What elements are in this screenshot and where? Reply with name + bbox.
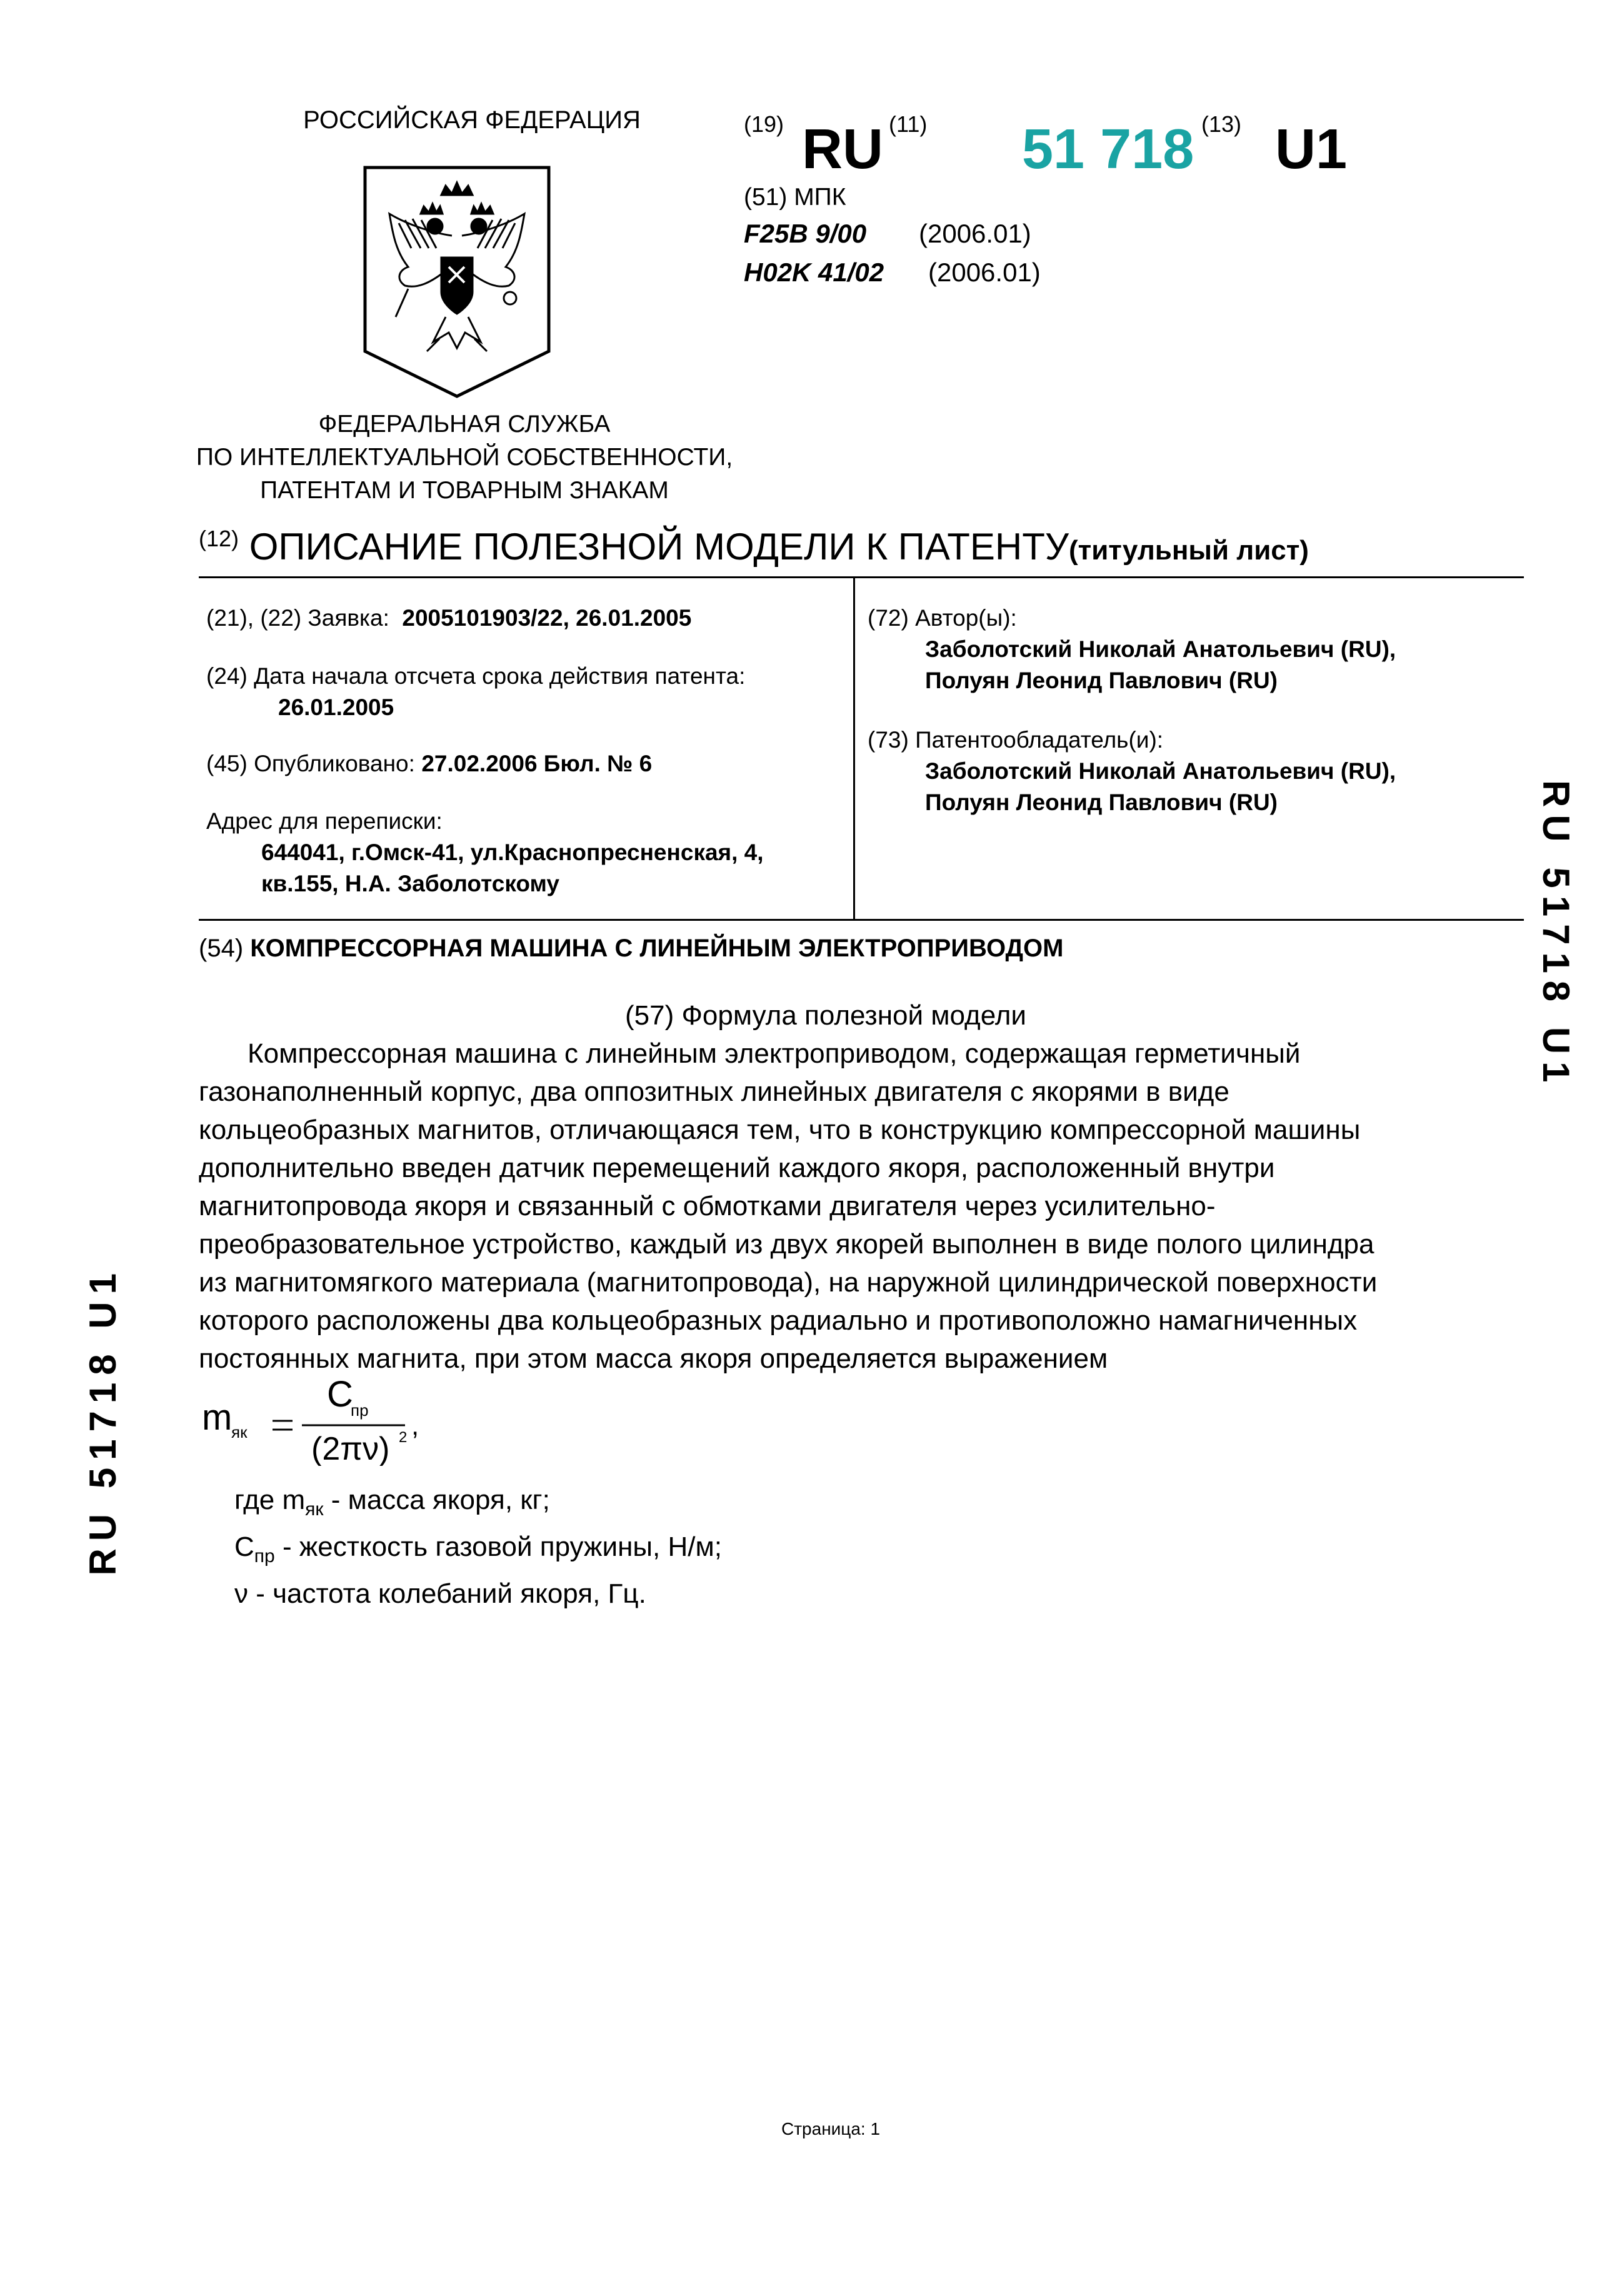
claim-line: преобразовательное устройство, каждый из двух якорей выполнен в виде полого цилиндра <box>199 1229 1374 1260</box>
author-name: Полуян Леонид Павлович (RU) <box>925 668 1278 693</box>
patent-number: 51 718 <box>1022 118 1194 181</box>
formula-lhs-sub: як <box>231 1423 248 1441</box>
side-code-left: RU 51718 U1 <box>82 1266 124 1576</box>
owners-label: (73) Патентообладатель(и): <box>868 727 1164 753</box>
utility-model-title-text: КОМПРЕССОРНАЯ МАШИНА С ЛИНЕЙНЫМ ЭЛЕКТРОПРИВОДОМ <box>250 935 1064 962</box>
formula-lhs: m <box>202 1397 233 1438</box>
owner-name: Полуян Леонид Павлович (RU) <box>925 790 1278 815</box>
inid-code-11: (11) <box>889 111 928 137</box>
claim-line: дополнительно введен датчик перемещений каждого якоря, расположенный внутри <box>199 1153 1275 1183</box>
application-label: (21), (22) Заявка: <box>206 605 389 631</box>
inid-code-12: (12) <box>199 526 239 551</box>
utility-model-title <box>199 935 1063 963</box>
agency-name <box>180 408 749 507</box>
title-rule <box>199 576 1524 578</box>
published-field <box>206 749 652 779</box>
address-label: Адрес для переписки: <box>206 808 443 834</box>
document-title <box>199 525 1309 568</box>
published-label: (45) Опубликовано: <box>206 751 415 776</box>
author-name: Заболотский Николай Анатольевич (RU), <box>925 636 1396 662</box>
definition-line: ν - частота колебаний якоря, Гц. <box>234 1578 646 1609</box>
claim-line: кольцеобразных магнитов, отличающаяся тем, что в конструкцию компрессорной машины <box>199 1115 1361 1145</box>
term-label: (24) Дата начала отсчета срока действия патента: <box>206 663 746 689</box>
application-value: 2005101903/22, 26.01.2005 <box>402 605 692 631</box>
term-value: 26.01.2005 <box>278 694 394 720</box>
page-number: Страница: 1 <box>781 2119 881 2138</box>
published-value: 27.02.2006 Бюл. № 6 <box>421 751 653 776</box>
claims-heading: (57) Формула полезной модели <box>625 1000 1026 1031</box>
claim-line: газонаполненный корпус, два оппозитных линейных двигателя с якорями в виде <box>199 1076 1229 1107</box>
agency-line: ПАТЕНТАМ И ТОВАРНЫМ ЗНАКАМ <box>260 477 669 504</box>
claim-line: постоянных магнита, при этом масса якоря определяется выражением <box>199 1343 1108 1374</box>
country-code: RU <box>802 118 883 181</box>
inid-code-19: (19) <box>744 111 784 137</box>
column-divider <box>853 576 855 920</box>
claim-line: из магнитомягкого материала (магнитопровода), на наружной цилиндрической поверхности <box>199 1267 1378 1298</box>
agency-line: ФЕДЕРАЛЬНАЯ СЛУЖБА <box>318 411 611 438</box>
ipc-entry <box>744 219 1031 249</box>
address-line: кв.155, Н.А. Заболотскому <box>261 871 559 896</box>
agency-line: ПО ИНТЕЛЛЕКТУАЛЬНОЙ СОБСТВЕННОСТИ, <box>196 444 733 471</box>
definition-line: где $m_{як}$ - масса якоря, кг; <box>234 1485 550 1520</box>
formula-tail: , <box>411 1410 419 1441</box>
claim-line: которого расположены два кольцеобразных радиально и противоположно намагниченных <box>199 1305 1358 1336</box>
address-line: 644041, г.Омск-41, ул.Краснопресненская, 4, <box>261 840 764 865</box>
claim-line: Компрессорная машина с линейным электроприводом, содержащая герметичный <box>248 1038 1301 1069</box>
formula-numerator-sub: пр <box>351 1401 369 1420</box>
ipc-version: (2006.01) <box>919 219 1031 248</box>
formula-denominator: (2πν) <box>311 1431 390 1466</box>
owner-name: Заболотский Николай Анатольевич (RU), <box>925 758 1396 784</box>
ipc-version: (2006.01) <box>928 258 1041 287</box>
application-field <box>206 603 691 633</box>
definition-line: $C_{пр}$ - жесткость газовой пружины, Н/м; <box>234 1531 722 1567</box>
ipc-class: H02K 41/02 <box>744 258 884 287</box>
ipc-label: (51) МПК <box>744 184 846 211</box>
document-title-main: ОПИСАНИЕ ПОЛЕЗНОЙ МОДЕЛИ К ПАТЕНТУ <box>249 526 1069 568</box>
kind-code: U1 <box>1275 118 1348 181</box>
formula-denominator-sup: 2 <box>399 1429 408 1446</box>
coat-of-arms-emblem <box>361 164 553 400</box>
claims-text <box>199 1035 1518 1378</box>
authors-label: (72) Автор(ы): <box>868 605 1017 631</box>
claim-line: магнитопровода якоря и связанный с обмотками двигателя через усилительно- <box>199 1191 1216 1221</box>
formula-definitions <box>234 1481 722 1622</box>
inid-code-54: (54) <box>199 935 244 962</box>
biblio-bottom-rule <box>199 919 1524 921</box>
inid-code-13: (13) <box>1201 111 1242 137</box>
ipc-class: F25B 9/00 <box>744 219 867 248</box>
armature-mass-formula <box>199 1372 449 1466</box>
ipc-entry <box>744 258 1041 288</box>
document-title-sub: (титульный лист) <box>1069 535 1309 566</box>
formula-numerator: C <box>327 1374 353 1415</box>
side-code-right: RU 51718 U1 <box>1535 780 1577 1090</box>
country-name: РОССИЙСКАЯ ФЕДЕРАЦИЯ <box>303 106 641 134</box>
